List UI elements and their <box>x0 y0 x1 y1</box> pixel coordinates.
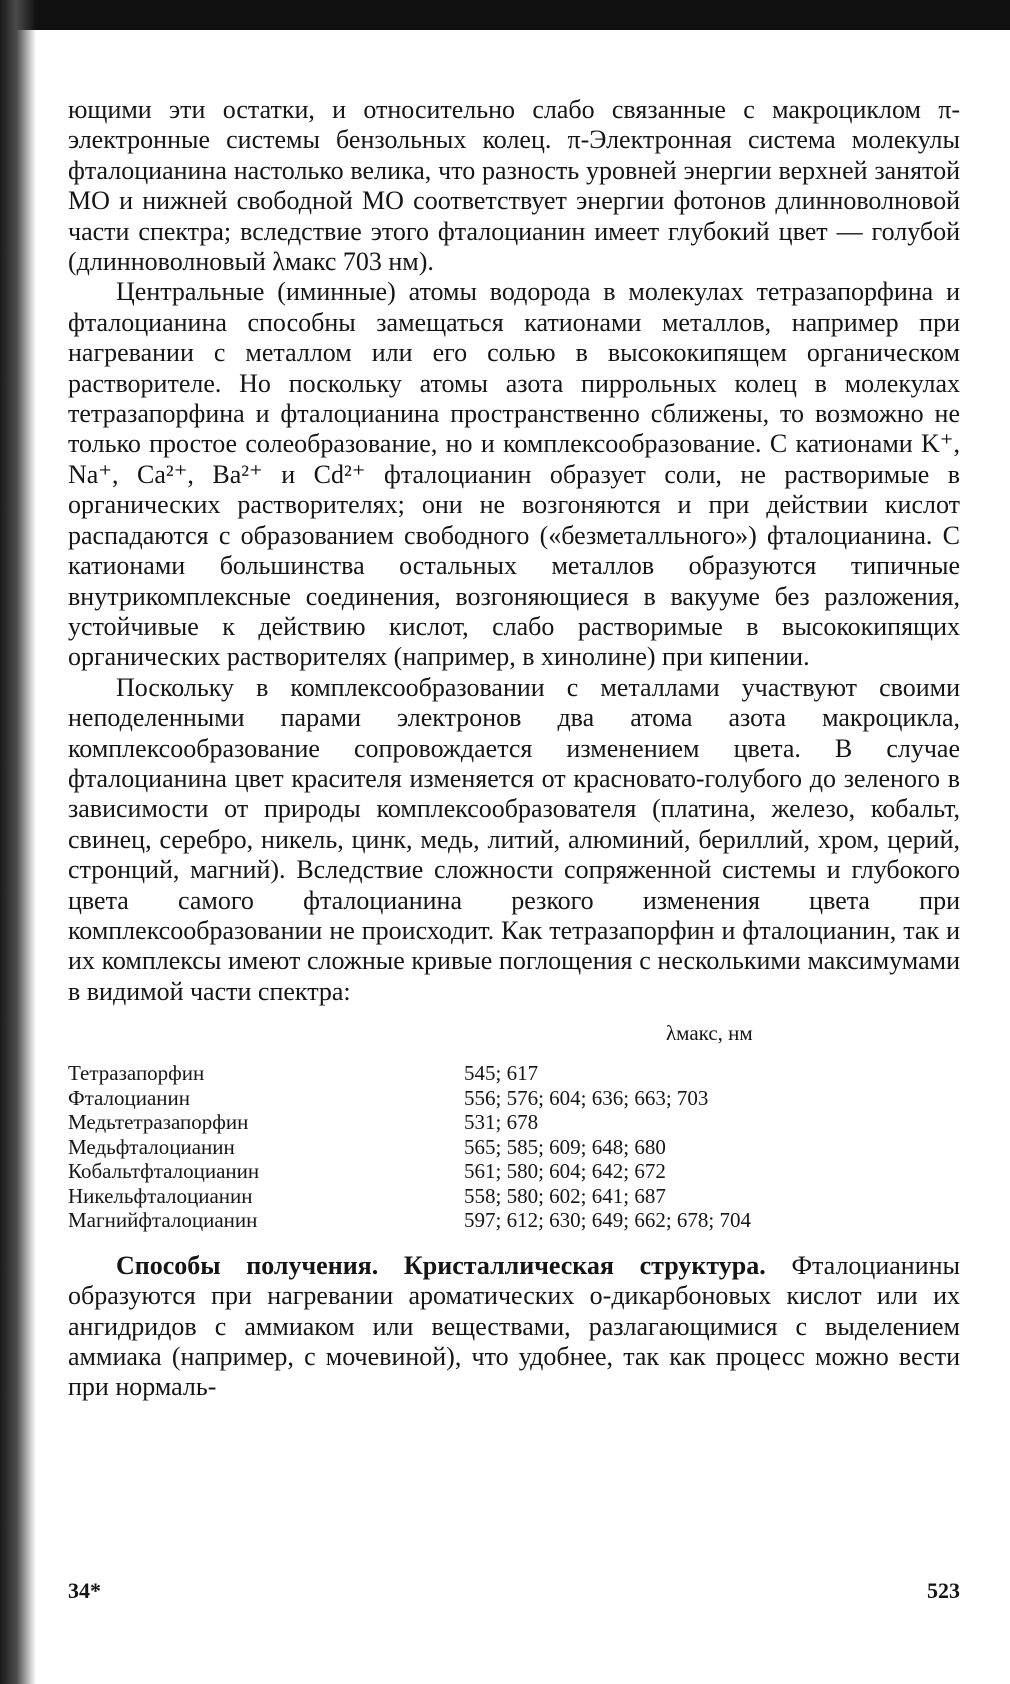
table-row <box>68 1184 960 1209</box>
compound-name: Медьфталоцианин <box>68 1134 235 1159</box>
compound-name: Фталоцианин <box>68 1085 191 1110</box>
compound-name: Магнийфталоцианин <box>68 1208 258 1233</box>
section-text: Фталоцианины образуются при нагревании ароматических о-дикарбоновых кислот или их ангидридов с аммиаком или веществами, разлагающимися с выделением аммиака (например, с мочевиной), что удобнее, так как процесс можно вести при нормаль- <box>68 1250 960 1402</box>
table-row <box>68 1159 960 1184</box>
scan-left-edge <box>0 0 36 1684</box>
section-heading: Способы получения. Кристаллическая структура. <box>116 1250 766 1280</box>
lambda-values: 531; 678 <box>464 1110 539 1135</box>
lambda-values: 597; 612; 630; 649; 662; 678; 704 <box>464 1208 752 1233</box>
section-paragraph <box>68 1251 960 1403</box>
paragraph-1: ющими эти остатки, и относительно слабо связанные с макроциклом π-электронные системы бензольных колец. π-Электронная система молекулы фталоцианина настолько велика, что разность уровней энергии верхней занятой МО и нижней свободной МО соответствует энергии фотонов длинноволновой части спектра; вследствие этого фталоцианин имеет глубокий цвет — голубой (длинноволновый λмакс 703 нм). <box>68 95 960 277</box>
lambda-values: 565; 585; 609; 648; 680 <box>464 1134 666 1159</box>
table-row <box>68 1086 960 1111</box>
table-row <box>68 1135 960 1160</box>
lambda-values: 558; 580; 602; 641; 687 <box>464 1183 666 1208</box>
lambda-values: 561; 580; 604; 642; 672 <box>464 1159 666 1184</box>
absorption-table <box>68 1021 960 1233</box>
table-row <box>68 1208 960 1233</box>
paragraph-3: Поскольку в комплексообразовании с металлами участвуют своими неподеленными парами электронов два атома азота макроцикла, комплексообразование сопровождается изменением цвета. В случае фталоцианина цвет красителя изменяется от красновато-голубого до зеленого в зависимости от природы комплексообразователя (платина, железо, кобальт, свинец, серебро, никель, цинк, медь, литий, алюминий, бериллий, хром, церий, стронций, магний). Вследствие сложности сопряженной системы и глубокого цвета самого фталоцианина резкого изменения цвета при комплексообразовании не происходит. Как тетразапорфин и фталоцианин, так и их комплексы имеют сложные кривые поглощения с несколькими максимумами в видимой части спектра: <box>68 672 960 1006</box>
scan-top-edge <box>0 0 1010 30</box>
paragraph-2: Центральные (иминные) атомы водорода в молекулах тетразапорфина и фталоцианина способны замещаться катионами металлов, например при нагревании с металлом или его солью в высококипящем органическом растворителе. Но поскольку атомы азота пиррольных колец в молекулах тетразапорфина и фталоцианина пространственно сближены, то возможно не только простое солеобразование, но и комплексообразование. С катионами K⁺, Na⁺, Ca²⁺, Ba²⁺ и Cd²⁺ фталоцианин образует соли, не растворимые в органических растворителях; они не возгоняются и при действии кислот распадаются с образованием свободного («безметалльного») фталоцианина. С катионами большинства остальных металлов образуются типичные внутрикомплексные соединения, возгоняющиеся в вакууме без разложения, устойчивые к действию кислот, слабо растворимые в высококипящих органических растворителях (например, в хинолине) при кипении. <box>68 277 960 672</box>
table-header: λмакс, нм <box>666 1021 753 1046</box>
page-number: 523 <box>927 1578 960 1603</box>
page-body <box>68 95 960 1403</box>
compound-name: Никельфталоцианин <box>68 1183 253 1208</box>
signature-mark: 34* <box>68 1578 101 1603</box>
lambda-values: 556; 576; 604; 636; 663; 703 <box>464 1085 709 1110</box>
compound-name: Медьтетразапорфин <box>68 1110 249 1135</box>
compound-name: Тетразапорфин <box>68 1061 205 1086</box>
compound-name: Кобальтфталоцианин <box>68 1159 260 1184</box>
table-row <box>68 1061 960 1086</box>
table-row <box>68 1110 960 1135</box>
lambda-values: 545; 617 <box>464 1061 539 1086</box>
